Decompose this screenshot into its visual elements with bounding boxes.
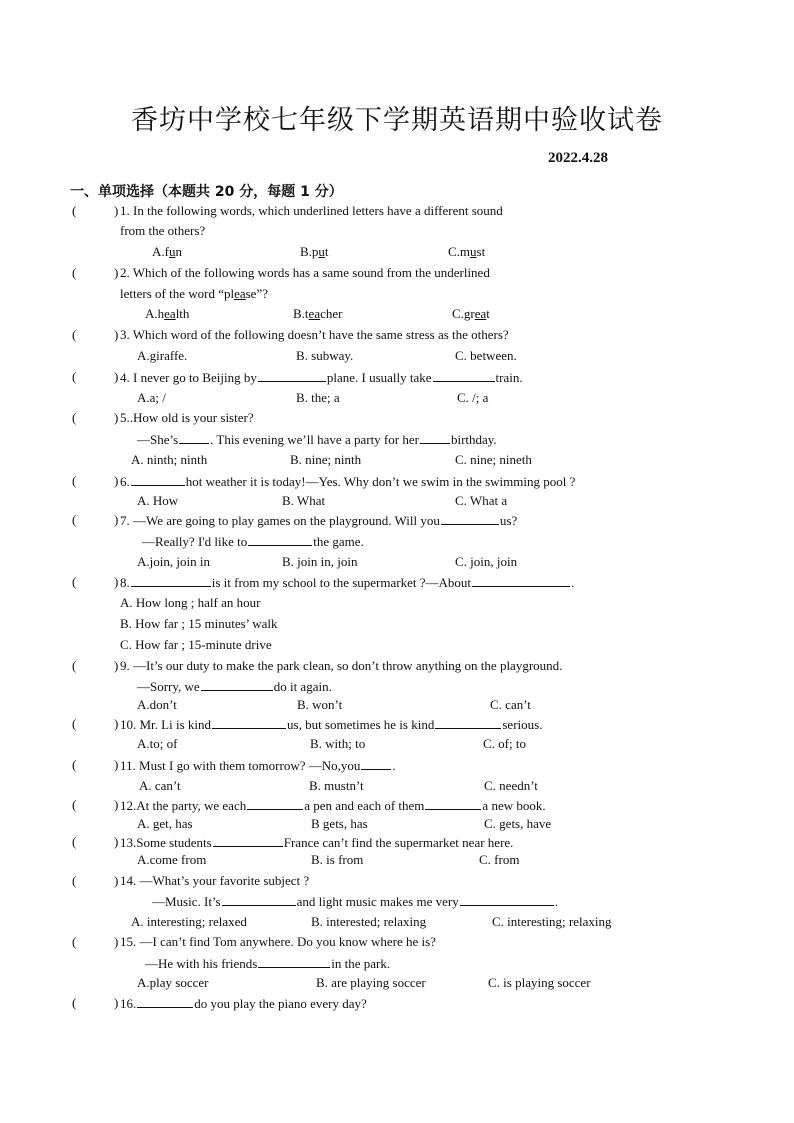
answer-paren-open: ( — [72, 265, 77, 280]
option-a: A.to; of — [137, 736, 178, 751]
answer-paren-close: ) — [114, 473, 119, 488]
question-text: 1. In the following words, which underlined letters have a different sound — [120, 203, 503, 218]
answer-paren-open: ( — [72, 369, 77, 384]
question-text: 9. —It’s our duty to make the park clean, so don’t throw anything on the playground. — [120, 658, 563, 673]
answer-blank — [420, 431, 450, 444]
option-a: A. interesting; relaxed — [131, 914, 247, 929]
option-a: A.play soccer — [137, 975, 209, 990]
option-b: B. with; to — [310, 736, 366, 751]
answer-paren-open: ( — [72, 658, 77, 673]
option-c: C. needn’t — [484, 778, 538, 793]
question-text: 12.At the party, we each a pen and each of them a new book. — [120, 798, 546, 813]
option-a: A. can’t — [139, 778, 181, 793]
answer-paren-close: ) — [114, 873, 119, 888]
option-a: A.a; / — [137, 390, 166, 405]
question-text: 8. is it from my school to the supermarket ?—About . — [120, 575, 575, 590]
option-b: B. are playing soccer — [316, 975, 426, 990]
answer-blank — [247, 797, 303, 810]
option-c: C. interesting; relaxing — [492, 914, 612, 929]
exam-date: 2022.4.28 — [548, 150, 608, 166]
answer-paren-open: ( — [72, 327, 77, 342]
option-c: C. What a — [455, 493, 508, 508]
option-c: C. join, join — [455, 554, 518, 569]
answer-paren-close: ) — [114, 757, 119, 772]
option-b: B. won’t — [297, 697, 343, 712]
option-c: C. gets, have — [484, 816, 552, 831]
option-c: C. is playing soccer — [488, 975, 591, 990]
option-b: B. nine; ninth — [290, 452, 362, 467]
option-b: B. join in, join — [282, 554, 358, 569]
answer-paren-close: ) — [114, 574, 119, 589]
option-a: A.join, join in — [137, 554, 210, 569]
option-b: B. subway. — [296, 348, 354, 363]
answer-blank — [212, 716, 286, 729]
answer-paren-close: ) — [114, 512, 119, 527]
answer-paren-open: ( — [72, 203, 77, 218]
option-a: A. How — [137, 493, 179, 508]
option-c: C. between. — [455, 348, 517, 363]
answer-blank — [472, 574, 570, 587]
option-c: C.must — [448, 244, 486, 259]
option-c: C. /; a — [457, 390, 489, 405]
option-c: C. from — [479, 852, 520, 867]
answer-paren-close: ) — [114, 410, 119, 425]
option-c: C. of; to — [483, 736, 526, 751]
answer-paren-open: ( — [72, 797, 77, 812]
answer-blank — [248, 533, 312, 546]
answer-paren-close: ) — [114, 203, 119, 218]
answer-paren-close: ) — [114, 934, 119, 949]
section-heading: 一、单项选择（本题共 20 分，每题 1 分） — [70, 184, 343, 200]
question-text: 3. Which word of the following doesn’t have the same stress as the others? — [120, 327, 509, 342]
question-text: —She’s . This evening we’ll have a party for her birthday. — [137, 432, 497, 447]
answer-blank — [201, 678, 273, 691]
answer-paren-open: ( — [72, 410, 77, 425]
answer-paren-close: ) — [114, 658, 119, 673]
answer-blank — [460, 893, 554, 906]
option-a: A.health — [145, 306, 190, 321]
question-text: 11. Must I go with them tomorrow? —No,you . — [120, 758, 396, 773]
option-a: A.come from — [137, 852, 207, 867]
answer-paren-open: ( — [72, 512, 77, 527]
answer-paren-close: ) — [114, 834, 119, 849]
answer-blank — [433, 369, 495, 382]
question-text: —He with his friends in the park. — [145, 956, 391, 971]
option-a: A.fun — [152, 244, 182, 259]
answer-paren-open: ( — [72, 757, 77, 772]
option-a: A.don’t — [137, 697, 177, 712]
option-b: B.teacher — [293, 306, 343, 321]
answer-blank — [137, 995, 193, 1008]
answer-paren-open: ( — [72, 473, 77, 488]
answer-blank — [258, 955, 330, 968]
answer-blank — [435, 716, 501, 729]
option-b: B.put — [300, 244, 329, 259]
option-a: A.giraffe. — [137, 348, 188, 363]
answer-paren-open: ( — [72, 995, 77, 1010]
answer-blank — [258, 369, 326, 382]
question-text: 10. Mr. Li is kind us, but sometimes he is kind serious. — [120, 717, 543, 732]
option-a: A. ninth; ninth — [131, 452, 208, 467]
option-b: B. What — [282, 493, 326, 508]
option-b: B. interested; relaxing — [311, 914, 427, 929]
answer-blank — [131, 473, 185, 486]
answer-blank — [361, 757, 391, 770]
question-text: letters of the word “please”? — [120, 286, 268, 301]
question-text: 2. Which of the following words has a same sound from the underlined — [120, 265, 490, 280]
option-b: B. is from — [311, 852, 364, 867]
question-text: 13.Some students France can’t find the supermarket near here. — [120, 835, 514, 850]
option-a: A. get, has — [137, 816, 193, 831]
answer-paren-open: ( — [72, 574, 77, 589]
question-text: 5..How old is your sister? — [120, 410, 254, 425]
answer-blank — [131, 574, 211, 587]
question-text: 6. hot weather it is today!—Yes. Why don’t we swim in the swimming pool ? — [120, 474, 576, 489]
answer-paren-close: ) — [114, 265, 119, 280]
answer-paren-close: ) — [114, 327, 119, 342]
question-text: 14. —What’s your favorite subject ? — [120, 873, 310, 888]
question-text: —Sorry, we do it again. — [137, 679, 332, 694]
option-b: B. How far ; 15 minutes’ walk — [120, 616, 278, 631]
answer-paren-close: ) — [114, 797, 119, 812]
answer-paren-open: ( — [72, 716, 77, 731]
answer-blank — [222, 893, 296, 906]
option-c: C. nine; nineth — [455, 452, 532, 467]
answer-paren-close: ) — [114, 716, 119, 731]
answer-blank — [441, 512, 499, 525]
question-text: from the others? — [120, 223, 206, 238]
question-text: —Music. It’s and light music makes me very . — [152, 894, 558, 909]
answer-blank — [213, 834, 283, 847]
option-b: B gets, has — [311, 816, 368, 831]
answer-blank — [179, 431, 209, 444]
option-c: C.great — [452, 306, 490, 321]
answer-blank — [425, 797, 481, 810]
answer-paren-open: ( — [72, 934, 77, 949]
page-title: 香坊中学校七年级下学期英语期中验收试卷 — [131, 105, 663, 136]
question-text: 16. do you play the piano every day? — [120, 996, 367, 1011]
answer-paren-open: ( — [72, 873, 77, 888]
question-text: 15. —I can’t find Tom anywhere. Do you know where he is? — [120, 934, 436, 949]
answer-paren-open: ( — [72, 834, 77, 849]
option-b: B. the; a — [296, 390, 340, 405]
question-text: 4. I never go to Beijing by plane. I usually take train. — [120, 370, 523, 385]
answer-paren-close: ) — [114, 995, 119, 1010]
option-b: B. mustn’t — [309, 778, 364, 793]
option-a: A. How long ; half an hour — [120, 595, 261, 610]
answer-paren-close: ) — [114, 369, 119, 384]
question-text: —Really? I'd like to the game. — [142, 534, 364, 549]
question-text: 7. —We are going to play games on the playground. Will you us? — [120, 513, 518, 528]
option-c: C. How far ; 15-minute drive — [120, 637, 272, 652]
option-c: C. can’t — [490, 697, 531, 712]
